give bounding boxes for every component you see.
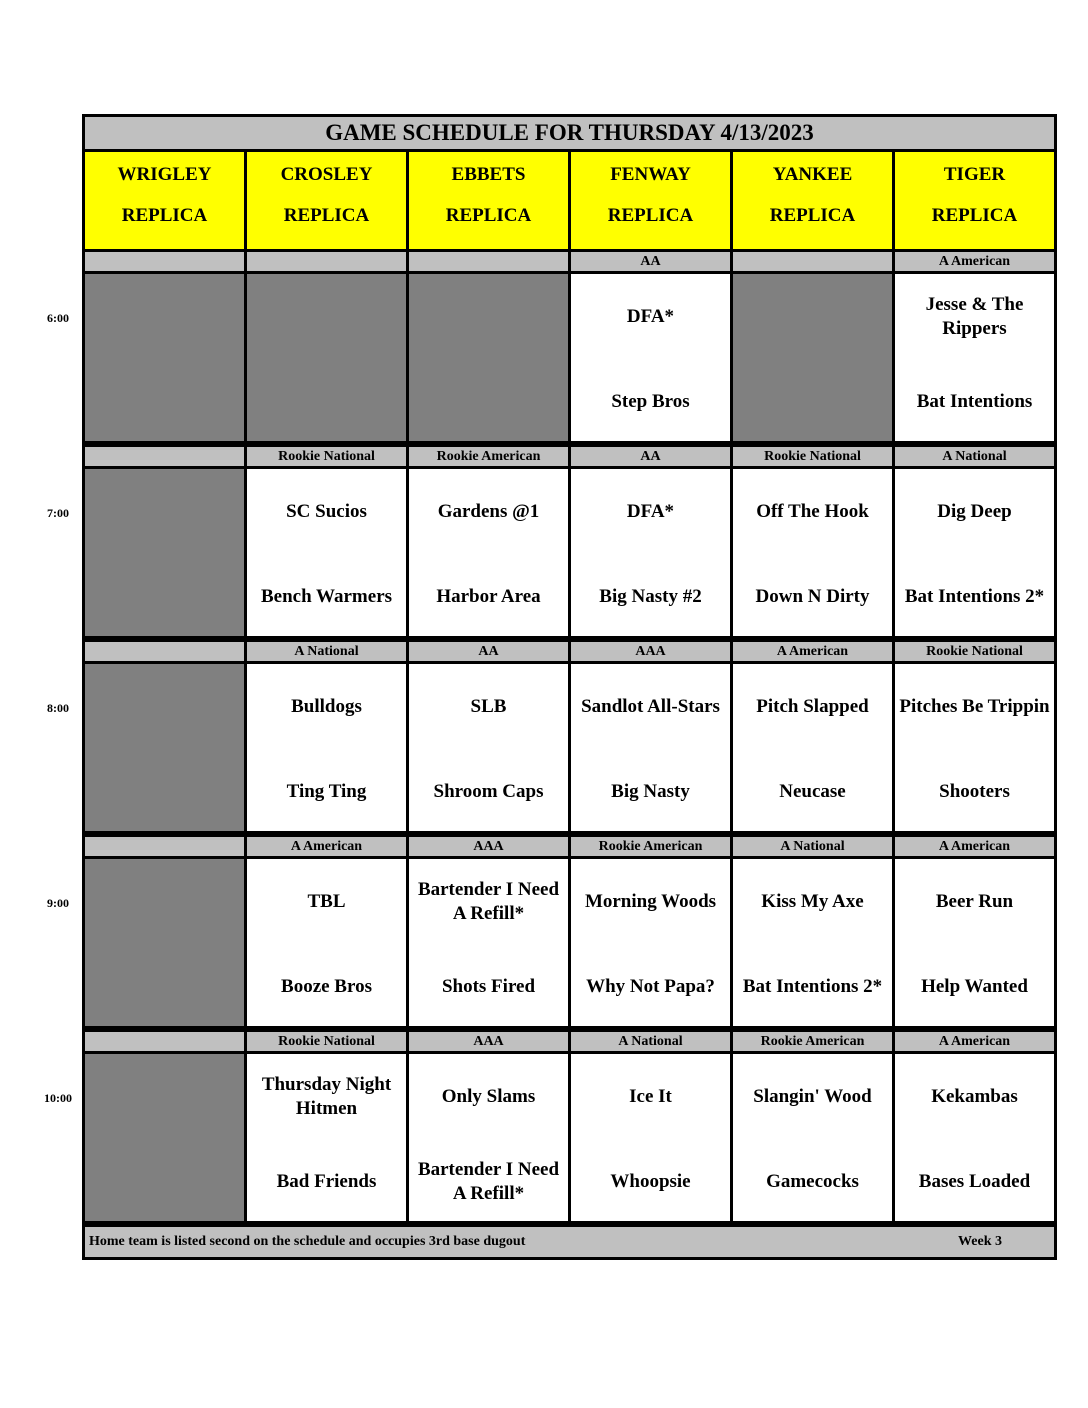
away-team: SLB	[470, 696, 507, 717]
home-team: Bad Friends	[276, 1171, 377, 1192]
division-label: A American	[244, 834, 409, 859]
field-header	[406, 149, 571, 252]
away-team: Pitch Slapped	[756, 696, 869, 717]
division-label: AA	[568, 249, 733, 274]
home-team: Bat Intentions	[916, 391, 1033, 412]
game-cell[interactable]	[244, 856, 409, 1029]
empty-slot	[406, 271, 571, 444]
field-header	[568, 149, 733, 252]
home-team: Step Bros	[611, 391, 690, 412]
footer-note: Home team is listed second on the schedule and occupies 3rd base dugout	[89, 1234, 526, 1249]
field-subtitle: REPLICA	[769, 205, 856, 226]
game-cell[interactable]	[892, 466, 1057, 639]
empty-slot	[730, 271, 895, 444]
away-team: Kekambas	[931, 1086, 1018, 1107]
division-label: AAA	[406, 834, 571, 859]
empty-slot	[82, 1051, 247, 1224]
game-cell[interactable]	[730, 1051, 895, 1224]
field-name: EBBETS	[451, 164, 526, 185]
away-team: Bulldogs	[291, 696, 362, 717]
division-label: A National	[244, 639, 409, 664]
division-label: A American	[730, 639, 895, 664]
home-team: Help Wanted	[921, 976, 1028, 997]
home-team: Shooters	[939, 781, 1010, 802]
division-label: Rookie American	[568, 834, 733, 859]
empty-slot	[82, 661, 247, 834]
division-label: A American	[892, 1029, 1057, 1054]
home-team: Down N Dirty	[755, 586, 870, 607]
field-header	[244, 149, 409, 252]
home-team: Shroom Caps	[433, 781, 544, 802]
time-label: 8:00	[47, 701, 69, 715]
home-team: Ting Ting	[286, 781, 367, 802]
division-label: Rookie American	[730, 1029, 895, 1054]
time-label: 10:00	[44, 1091, 72, 1105]
field-name: YANKEE	[772, 164, 853, 185]
home-team: Bases Loaded	[918, 1171, 1031, 1192]
away-team: Jesse & The Rippers	[925, 294, 1024, 339]
game-cell[interactable]	[406, 856, 571, 1029]
division-label: A American	[892, 249, 1057, 274]
game-cell[interactable]	[406, 1051, 571, 1224]
home-team: Whoopsie	[610, 1171, 691, 1192]
division-label: Rookie National	[892, 639, 1057, 664]
division-label: Rookie National	[730, 444, 895, 469]
field-header	[892, 149, 1057, 252]
away-team: Bartender I Need A Refill*	[417, 879, 560, 924]
away-team: Sandlot All-Stars	[581, 696, 720, 717]
home-team: Why Not Papa?	[586, 976, 715, 997]
home-team: Bench Warmers	[260, 586, 393, 607]
home-team: Harbor Area	[436, 586, 541, 607]
away-team: Ice It	[629, 1086, 672, 1107]
game-cell[interactable]	[730, 466, 895, 639]
game-cell[interactable]	[568, 661, 733, 834]
empty-slot	[82, 466, 247, 639]
away-team: Thursday Night Hitmen	[261, 1074, 392, 1119]
home-team: Neucase	[779, 781, 846, 802]
division-label: Rookie National	[244, 444, 409, 469]
game-cell[interactable]	[244, 1051, 409, 1224]
game-cell[interactable]	[406, 466, 571, 639]
schedule-footer	[82, 1224, 1057, 1260]
away-team: Kiss My Axe	[761, 891, 864, 912]
game-cell[interactable]	[244, 661, 409, 834]
away-team: Slangin' Wood	[753, 1086, 872, 1107]
field-name: TIGER	[943, 164, 1006, 185]
division-label: AA	[406, 639, 571, 664]
away-team: Beer Run	[935, 891, 1014, 912]
away-team: DFA*	[626, 306, 675, 327]
home-team: Bartender I Need A Refill*	[417, 1159, 560, 1204]
division-label: Rookie American	[406, 444, 571, 469]
division-label: A National	[568, 1029, 733, 1054]
schedule-title: GAME SCHEDULE FOR THURSDAY 4/13/2023	[82, 114, 1057, 152]
field-subtitle: REPLICA	[931, 205, 1018, 226]
home-team: Bat Intentions 2*	[904, 586, 1045, 607]
game-cell[interactable]	[568, 1051, 733, 1224]
field-header	[730, 149, 895, 252]
empty-slot	[244, 271, 409, 444]
time-label: 7:00	[47, 506, 69, 520]
field-name: WRIGLEY	[117, 164, 212, 185]
home-team: Bat Intentions 2*	[742, 976, 883, 997]
division-label: AAA	[568, 639, 733, 664]
game-cell[interactable]	[568, 466, 733, 639]
game-cell[interactable]	[730, 661, 895, 834]
field-name: FENWAY	[610, 164, 691, 185]
away-team: Pitches Be Trippin	[899, 696, 1050, 717]
away-team: SC Sucios	[286, 501, 367, 522]
division-label: A National	[892, 444, 1057, 469]
division-label: A National	[730, 834, 895, 859]
game-cell[interactable]	[244, 466, 409, 639]
division-label: AAA	[406, 1029, 571, 1054]
field-subtitle: REPLICA	[283, 205, 370, 226]
home-team: Shots Fired	[441, 976, 536, 997]
away-team: DFA*	[626, 501, 675, 522]
time-label: 6:00	[47, 311, 69, 325]
game-cell[interactable]	[568, 856, 733, 1029]
game-cell[interactable]	[892, 271, 1057, 444]
field-subtitle: REPLICA	[607, 205, 694, 226]
game-cell[interactable]	[568, 271, 733, 444]
division-label: Rookie National	[244, 1029, 409, 1054]
away-team: Only Slams	[441, 1086, 536, 1107]
time-label: 9:00	[47, 896, 69, 910]
game-cell[interactable]	[892, 856, 1057, 1029]
game-cell[interactable]	[406, 661, 571, 834]
home-team: Big Nasty #2	[599, 586, 702, 607]
division-label: AA	[568, 444, 733, 469]
home-team: Big Nasty	[611, 781, 690, 802]
field-subtitle: REPLICA	[445, 205, 532, 226]
game-cell[interactable]	[892, 661, 1057, 834]
away-team: Gardens @1	[437, 501, 540, 522]
away-team: Dig Deep	[937, 501, 1012, 522]
away-team: Morning Woods	[584, 891, 717, 912]
week-label: Week 3	[958, 1234, 1002, 1249]
away-team: TBL	[307, 891, 346, 912]
home-team: Gamecocks	[766, 1171, 859, 1192]
division-label: A American	[892, 834, 1057, 859]
field-subtitle: REPLICA	[121, 205, 208, 226]
away-team: Off The Hook	[756, 501, 869, 522]
game-cell[interactable]	[730, 856, 895, 1029]
field-header	[82, 149, 247, 252]
empty-slot	[82, 271, 247, 444]
empty-slot	[82, 856, 247, 1029]
game-cell[interactable]	[892, 1051, 1057, 1224]
field-name: CROSLEY	[280, 164, 373, 185]
home-team: Booze Bros	[281, 976, 372, 997]
